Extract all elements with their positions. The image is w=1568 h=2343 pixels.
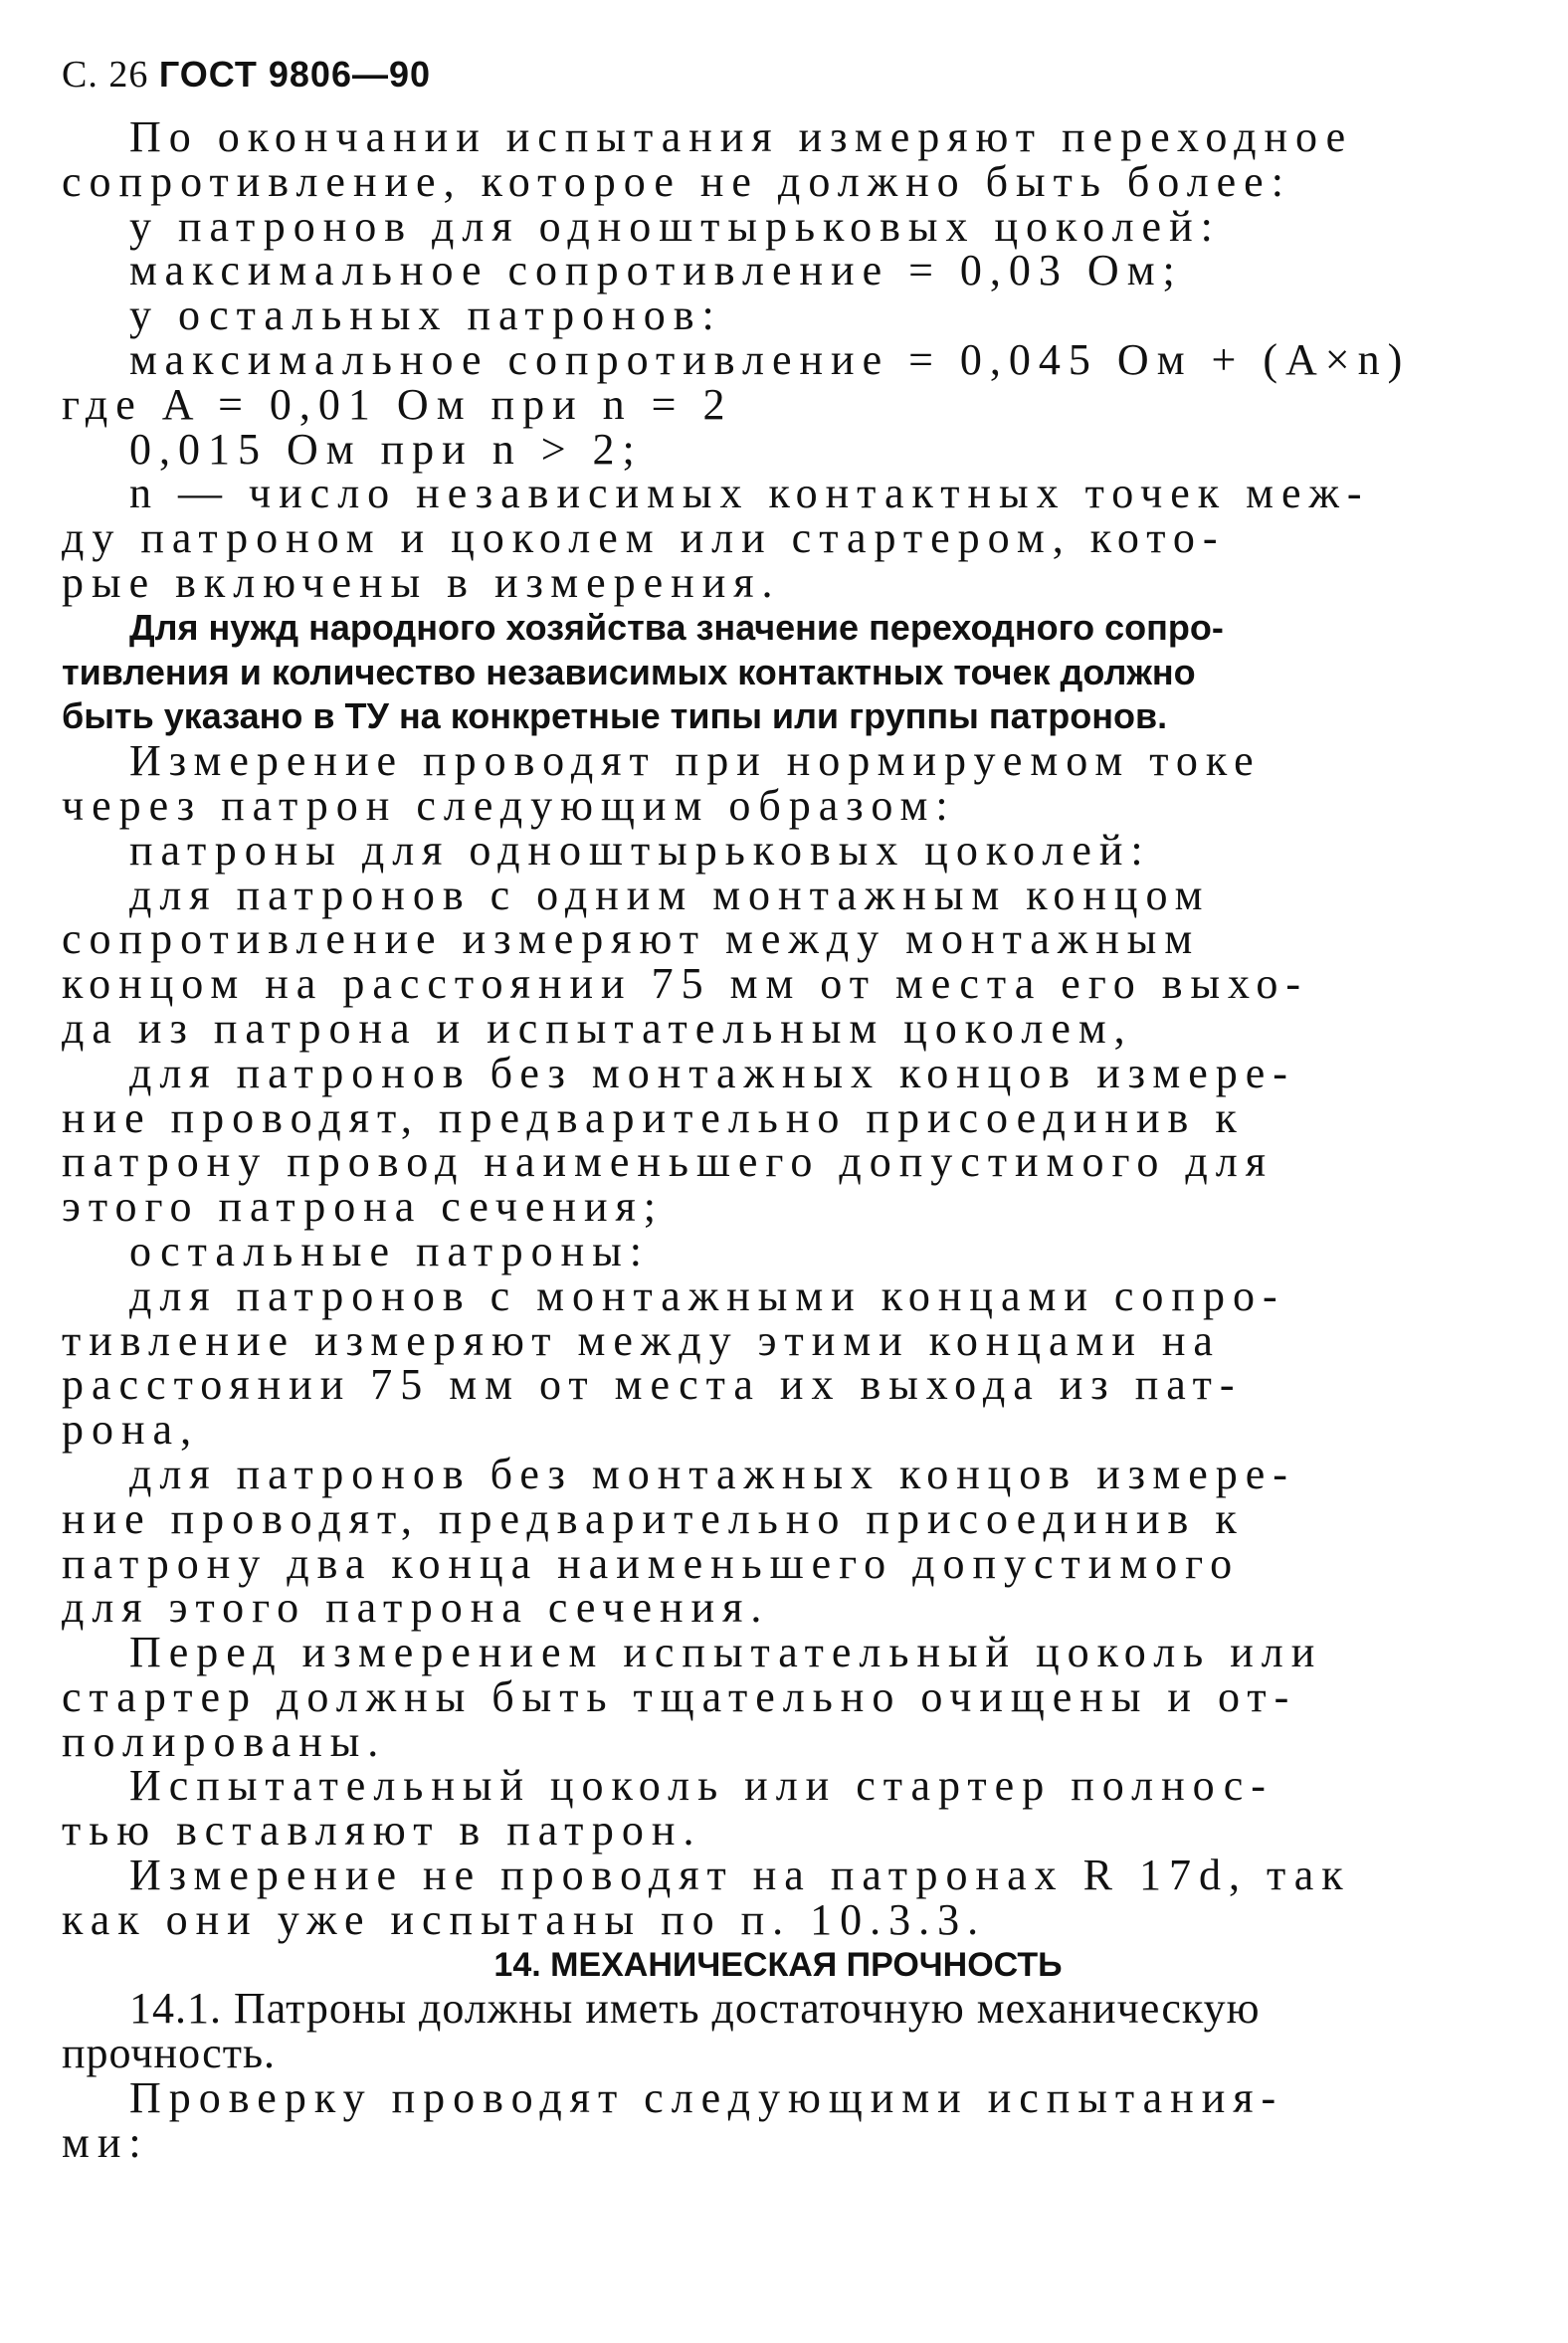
text-line: максимальное сопротивление = 0,03 Ом; [129,246,1183,295]
text-line: для патронов с монтажными концами сопро- [129,1270,1285,1320]
section-title: 14. МЕХАНИЧЕСКАЯ ПРОЧНОСТЬ [493,1945,1063,1984]
bold-note-line: быть указано в ТУ на конкретные типы или группы патронов. [62,695,1168,737]
text-line: По окончании испытания измеряют переходное [129,112,1354,161]
text-line: у патронов для одноштырьковых цоколей: [129,201,1221,251]
text-line: Испытательный цоколь или стартер полнос- [129,1761,1274,1811]
text-line: патрону два конца наименьшего допустимого [62,1538,1241,1588]
text-line: для этого патрона сечения. [62,1583,770,1633]
bold-note-line: тивления и количество независимых контактных точек должно [62,651,1196,692]
text-line: Измерение проводят при нормируемом токе [129,736,1262,786]
bold-note-line: Для нужд народного хозяйства значение переходного сопро- [129,606,1224,648]
document-page [62,48,1455,2166]
text-line: Перед измерением испытательный цоколь или [129,1628,1323,1677]
text-line: ми: [62,2117,149,2167]
page-header [62,48,1455,101]
text-line: ду патроном и цоколем или стартером, кото- [62,513,1226,563]
text-line: рона, [62,1405,200,1455]
text-line: для патронов без монтажных концов измере- [129,1048,1295,1097]
text-line: сопротивление измеряют между монтажным [62,914,1201,964]
text-line: рые включены в измерения. [62,557,781,607]
text-line: да из патрона и испытательным цоколем, [62,1003,1133,1053]
text-line: сопротивление, которое не должно быть более: [62,156,1291,206]
text-line: n — число независимых контактных точек меж- [129,469,1370,518]
text-line: стартер должны быть тщательно очищены и от- [62,1671,1297,1721]
text-line: патрону провод наименьшего допустимого для [62,1137,1274,1187]
text-line: для патронов без монтажных концов измере- [129,1449,1295,1498]
text-line: концом на расстоянии 75 мм от места его выхо- [62,959,1309,1009]
text-line: 0,015 Ом при n > 2; [129,424,643,474]
text-line: патроны для одноштырьковых цоколей: [129,825,1151,875]
text-line: этого патрона сечения; [62,1182,664,1232]
text-line: расстоянии 75 мм от места их выхода из пат- [62,1360,1243,1410]
text-line: тью вставляют в патрон. [62,1806,702,1855]
text-line: Проверку проводят следующими испытания- [129,2073,1284,2123]
text-line: тивление измеряют между этими концами на [62,1315,1221,1365]
page-number: С. 26 [62,54,149,96]
text-line: у остальных патронов: [129,291,722,340]
text-line: как они уже испытаны по п. 10.3.3. [62,1894,987,1944]
text-line: полированы. [62,1716,387,1766]
text-line: ние проводят, предварительно присоединив к [62,1092,1245,1142]
text-line: Измерение не проводят на патронах R 17d, так [129,1851,1351,1900]
text-line: ние проводят, предварительно присоединив к [62,1493,1245,1543]
text-line: прочность. [62,2029,277,2078]
text-line: остальные патроны: [129,1226,651,1275]
text-line: 14.1. Патроны должны иметь достаточную механическую [129,1984,1261,2034]
text-line: где A = 0,01 Ом при n = 2 [62,379,733,429]
standard-number: ГОСТ 9806—90 [158,54,432,95]
text-line: через патрон следующим образом: [62,780,956,830]
text-line: для патронов с одним монтажным концом [129,870,1211,919]
text-line: максимальное сопротивление = 0,045 Ом + (A×n) [129,334,1411,384]
